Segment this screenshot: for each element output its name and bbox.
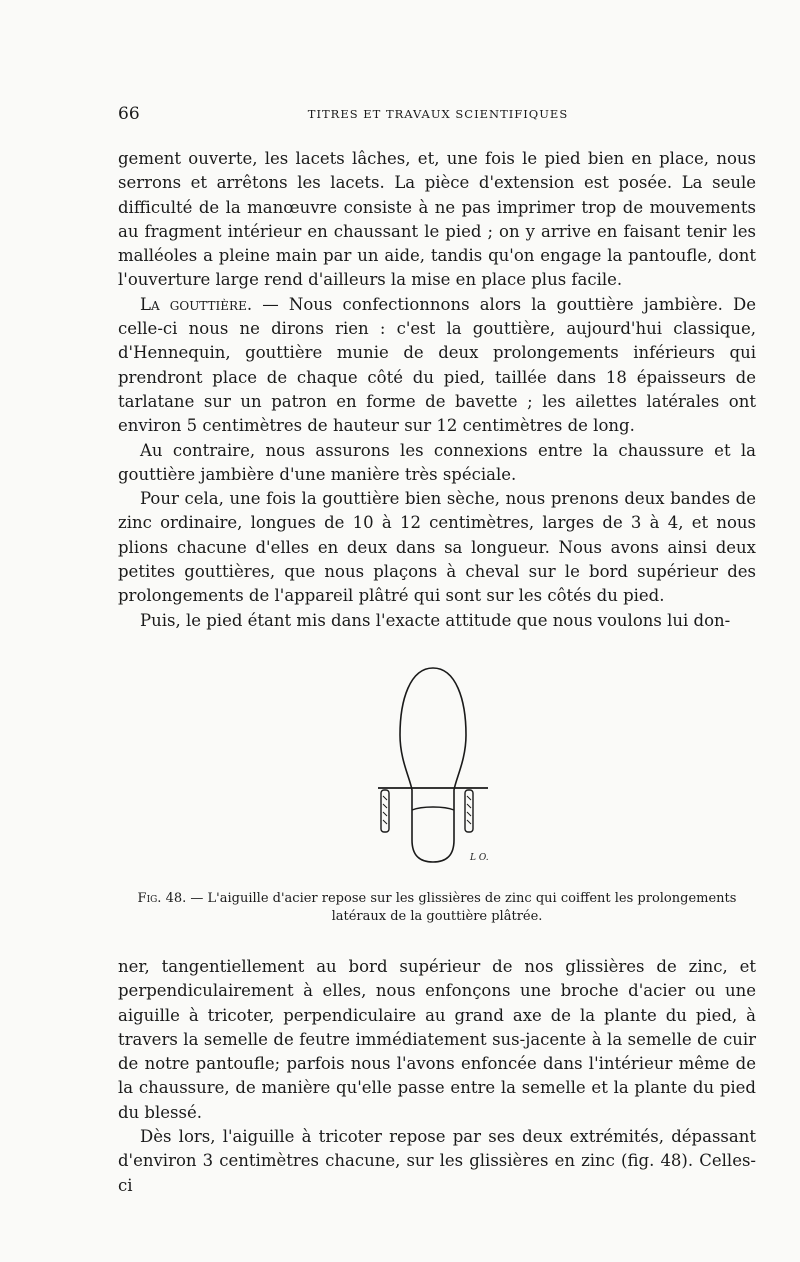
paragraph: gement ouverte, les lacets lâches, et, une fois le pied bien en place, nous serrons et arrêtons les lacets. La pièce d'extension est posée. La seule difficulté de la manœuvre consiste à ne pas imprimer trop de mouvements au fragment intérieur en chaussant le pied ; on y arrive en faisant tenir les malléoles a pleine main par un aide, tandis qu'on engage la pantoufle, dont l'ouverture large rend d'ailleurs la mise en place plus facile. (118, 149, 756, 290)
caption-label: Fig. 48. (137, 891, 187, 906)
running-title: TITRES ET TRAVAUX SCIENTIFIQUES (307, 107, 569, 121)
paragraph (118, 293, 756, 439)
section-heading: La gouttière. (140, 294, 253, 314)
body-text-top (118, 147, 756, 633)
zinc-slide-left (381, 790, 389, 832)
page-header (118, 104, 758, 126)
figure-caption (118, 890, 756, 926)
paragraph: Puis, le pied étant mis dans l'exacte attitude que nous voulons lui don- (140, 610, 731, 630)
paragraph: Pour cela, une fois la gouttière bien sèche, nous prenons deux bandes de zinc ordinaire, longues de 10 à 12 centimètres, larges de 3 à 4, et nous plions chacune d'elles en deux dans sa longueur. Nous avons ainsi deux petites gouttières, que nous plaçons à cheval sur le bord supérieur des prolongements de l'appareil plâtré qui sont sur les côtés du pied. (118, 489, 756, 606)
paragraph: Au contraire, nous assurons les connexions entre la chaussure et la gouttière jambière d'une manière très spéciale. (118, 440, 756, 484)
shoe-sole-illustration (370, 660, 500, 870)
page-number: 66 (118, 104, 140, 124)
zinc-slide-right (465, 790, 473, 832)
paragraph-text: — Nous confectionnons alors la gouttière jambière. De celle-ci nous ne dirons rien : c'est la gouttière, aujourd'hui classique, d'Hennequin, gouttière munie de deux prolongements inférieurs qui prendront place de chaque côté du pied, taillée dans 18 épaisseurs de tarlatane sur un patron en forme de bavette ; les ailettes latérales ont environ 5 centimètres de hauteur sur 12 centimètres de long. (118, 294, 756, 436)
sole-outline (400, 668, 466, 862)
paragraph: ner, tangentiellement au bord supérieur de nos glissières de zinc, et perpendiculairement à elles, nous enfonçons une broche d'acier ou une aiguille à tricoter, perpendiculaire au grand axe de la plante du pied, à travers la semelle de feutre immédiatement sus-jacente à la semelle de cuir de notre pantoufle; parfois nous l'avons enfoncée dans l'intérieur même de la chaussure, de manière qu'elle passe entre la semelle et la plante du pied du blessé. (118, 957, 756, 1122)
figure-48-shoe-sole-diagram (370, 660, 500, 870)
paragraph: Dès lors, l'aiguille à tricoter repose par ses deux extrémités, dépassant d'environ 3 centimètres chacune, sur les glissières en zinc (fig. 48). Celles-ci (118, 1127, 756, 1195)
body-text-bottom (118, 955, 756, 1198)
heel-line (412, 807, 454, 810)
caption-text: — L'aiguille d'acier repose sur les glissières de zinc qui coiffent les prolongements latéraux de la gouttière plâtrée. (186, 891, 737, 924)
figure-mark: L O. (470, 853, 489, 863)
